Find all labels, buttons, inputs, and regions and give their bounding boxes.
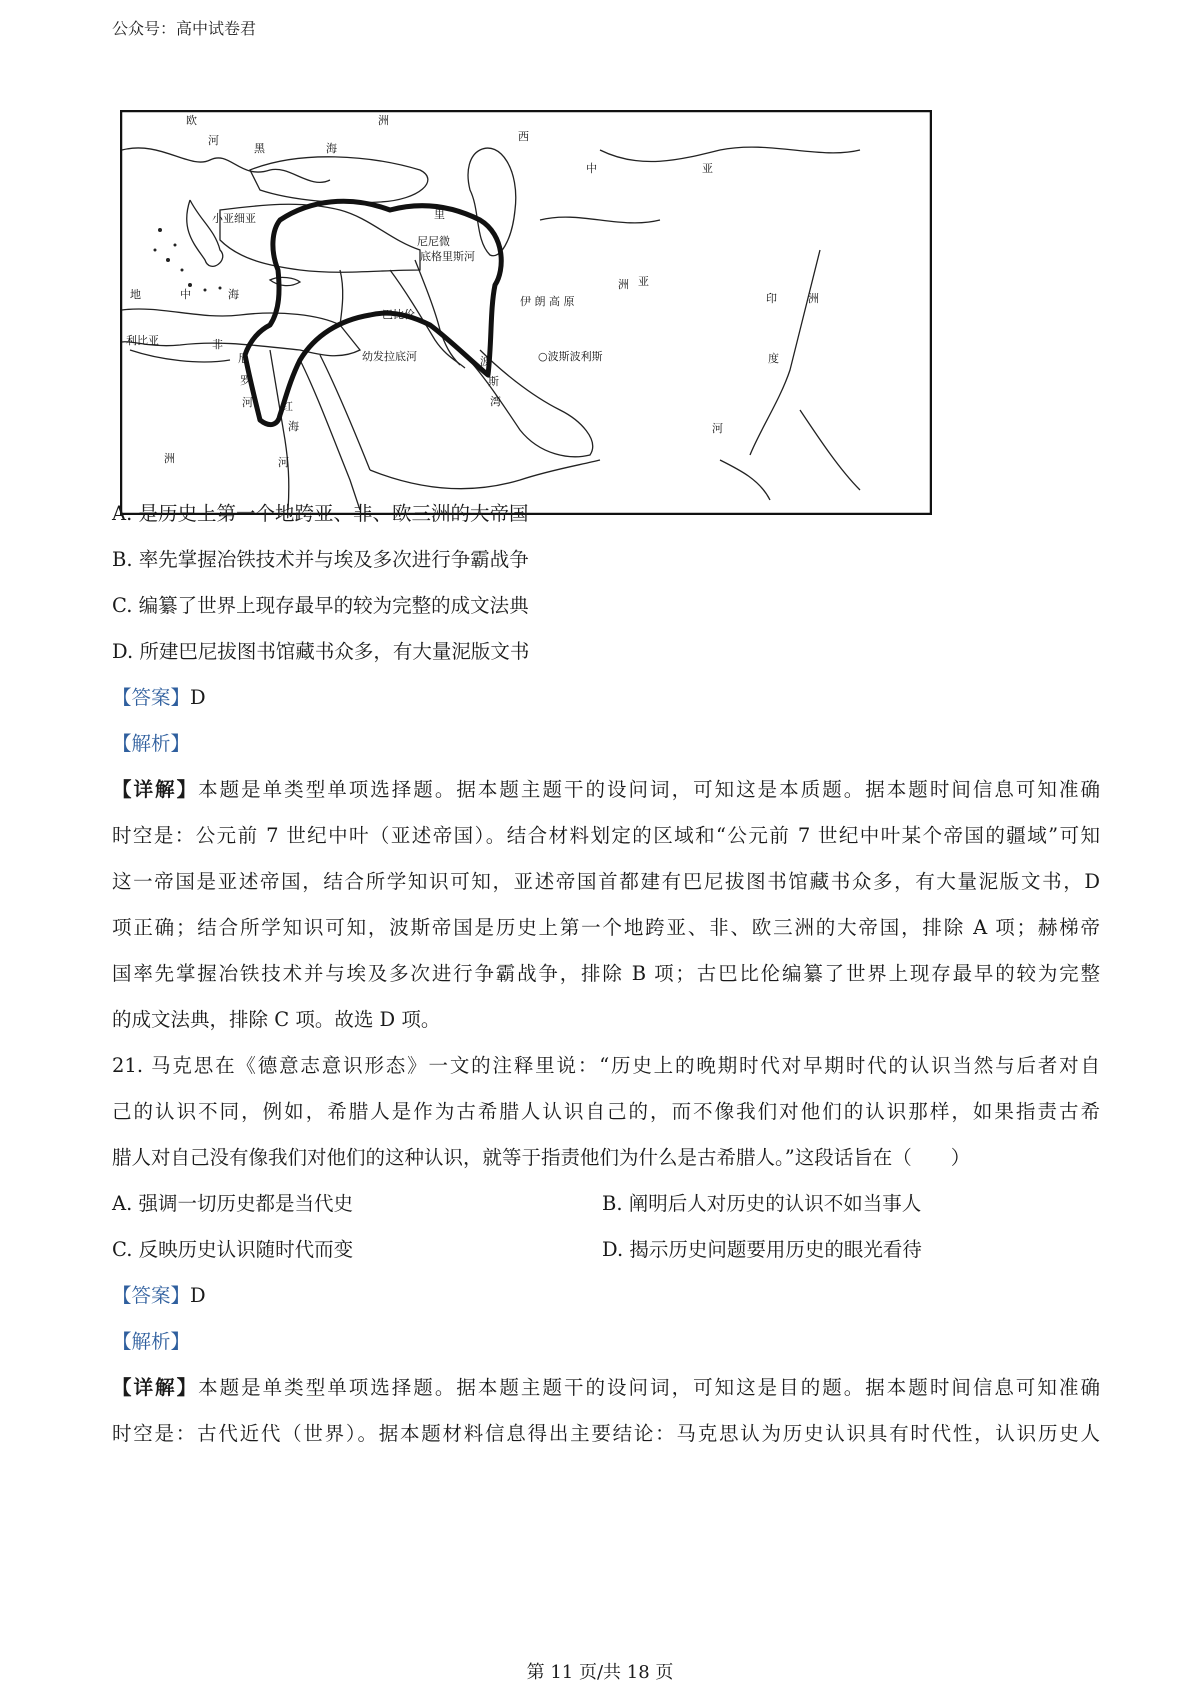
q21-answer-tag: 【答案】 xyxy=(112,1284,191,1307)
map-label-ni: 尼 xyxy=(238,352,249,365)
q21-detail-line-2: 时空是：古代近代（世界）。据本题材料信息得出主要结论：马克思认为历史认识具有时代性，认识历史人 xyxy=(112,1422,1100,1445)
map-label-di: 地 xyxy=(130,288,141,301)
map-label-fei: 非 xyxy=(212,338,223,351)
q21-stem-line-3: 腊人对自己没有像我们对他们的这种认识，就等于指责他们为什么是古希腊人。”这段话旨在（ ） xyxy=(112,1146,971,1169)
q21-option-c: C. 反映历史认识随时代而变 xyxy=(112,1238,354,1261)
map-label-zhong2: 中 xyxy=(586,162,597,175)
q20-detail-tag: 【详解】 xyxy=(112,778,199,801)
q20-detail-line-1 xyxy=(112,776,1100,804)
q21-answer xyxy=(112,1282,206,1310)
map-label-fufa: 幼发拉底河 xyxy=(362,350,417,363)
map-label-he2: 河 xyxy=(712,422,723,435)
map-label-hong: 红 xyxy=(282,400,293,413)
q21-detail-text-1: 本题是单类型单项选择题。据本题主题干的设问词，可知这是目的题。据本题时间信息可知准确 xyxy=(198,1376,1100,1399)
q21-stem-line-2: 己的认识不同，例如，希腊人是作为古希腊人认识自己的，而不像我们对他们的认识那样，如果指责古希 xyxy=(112,1100,1100,1123)
map-label-hai2: 海 xyxy=(228,288,239,301)
q20-answer xyxy=(112,684,206,712)
q20-option-c: C. 编纂了世界上现存最早的较为完整的成文法典 xyxy=(112,594,529,617)
ancient-near-east-map xyxy=(120,110,932,515)
page-footer: 第 11 页/共 18 页 xyxy=(526,1662,674,1683)
map-label-xiaoyaxiya: 小亚细亚 xyxy=(212,212,256,225)
q21-detail-tag: 【详解】 xyxy=(112,1376,199,1399)
map-label-du: 度 xyxy=(768,352,779,365)
q20-detail-line-6: 的成文法典，排除 C 项。故选 D 项。 xyxy=(112,1008,441,1031)
map-label-ya2: 亚 xyxy=(638,275,649,288)
map-label-zhou4: 洲 xyxy=(618,278,629,291)
q20-option-d: D. 所建巴尼拔图书馆藏书众多，有大量泥版文书 xyxy=(112,640,530,663)
map-label-tigeli: 底格里斯河 xyxy=(420,250,475,263)
q21-option-b: B. 阐明后人对历史的认识不如当事人 xyxy=(602,1192,922,1215)
q20-answer-value: D xyxy=(190,686,206,709)
map-label-ou: 欧 xyxy=(186,114,197,127)
q20-detail-line-2: 时空是：公元前 7 世纪中叶（亚述帝国）。结合材料划定的区域和“公元前 7 世纪中叶某个帝国的疆域”可知 xyxy=(112,824,1100,847)
map-label-zhong: 中 xyxy=(180,288,191,301)
map-label-persepolis: ○波斯波利斯 xyxy=(538,350,603,363)
map-label-yilang: 伊 朗 高 原 xyxy=(520,295,575,308)
map-label-he4: 河 xyxy=(278,456,289,469)
map-label-yin: 印 xyxy=(766,292,777,305)
q20-detail-line-3: 这一帝国是亚述帝国，结合所学知识可知，亚述帝国首都建有巴尼拔图书馆藏书众多，有大量泥版文书，D xyxy=(112,870,1100,893)
q20-answer-tag: 【答案】 xyxy=(112,686,191,709)
q20-option-a: A. 是历史上第一个地跨亚、非、欧三洲的大帝国 xyxy=(112,502,529,525)
map-label-yabi: 巴比伦 xyxy=(382,308,415,321)
map-label-xi: 西 xyxy=(518,130,529,143)
map-label-bosi2: 斯 xyxy=(488,375,499,388)
q20-detail-text-1: 本题是单类型单项选择题。据本题主题干的设问词，可知这是本质题。据本题时间信息可知准确 xyxy=(198,778,1100,801)
page-header: 公众号：高中试卷君 xyxy=(112,19,257,38)
q21-answer-value: D xyxy=(190,1284,206,1307)
map-label-zhou3: 洲 xyxy=(164,452,175,465)
q20-option-b: B. 率先掌握冶铁技术并与埃及多次进行争霸战争 xyxy=(112,548,529,571)
q21-analysis xyxy=(112,1328,190,1356)
map-label-bosi1: 波 xyxy=(480,355,491,368)
map-label-zhou1: 洲 xyxy=(378,114,389,127)
map-label-ya: 亚 xyxy=(702,162,713,175)
map-label-bosi3: 湾 xyxy=(490,395,501,408)
map-label-li: 里 xyxy=(434,208,445,221)
map-label-he1: 河 xyxy=(208,134,219,147)
map-label-hei: 黑 xyxy=(254,142,265,155)
q21-detail-line-1 xyxy=(112,1374,1100,1402)
map-label-libiya: 利比亚 xyxy=(126,334,159,347)
map-label-hai3: 海 xyxy=(288,420,299,433)
q20-detail-line-4: 项正确；结合所学知识可知，波斯帝国是历史上第一个地跨亚、非、欧三洲的大帝国，排除 A 项；赫梯帝 xyxy=(112,916,1100,939)
q20-detail-line-5: 国率先掌握冶铁技术并与埃及多次进行争霸战争，排除 B 项；古巴比伦编纂了世界上现存最早的较为完整 xyxy=(112,962,1100,985)
map-label-zhou2: 洲 xyxy=(808,292,819,305)
q21-stem-line-1: 21. 马克思在《德意志意识形态》一文的注释里说：“历史上的晚期时代对早期时代的认识当然与后者对自 xyxy=(112,1054,1100,1077)
map-frame xyxy=(121,111,931,514)
q20-analysis-tag: 【解析】 xyxy=(112,732,191,755)
map-label-hai: 海 xyxy=(326,142,337,155)
q21-option-d: D. 揭示历史问题要用历史的眼光看待 xyxy=(602,1238,922,1261)
map-label-he3: 河 xyxy=(242,396,253,409)
map-label-nibuni: 尼尼微 xyxy=(417,235,450,248)
map-label-luo: 罗 xyxy=(240,374,251,387)
q21-option-a: A. 强调一切历史都是当代史 xyxy=(112,1192,353,1215)
q21-analysis-tag: 【解析】 xyxy=(112,1330,191,1353)
q20-analysis xyxy=(112,730,190,758)
